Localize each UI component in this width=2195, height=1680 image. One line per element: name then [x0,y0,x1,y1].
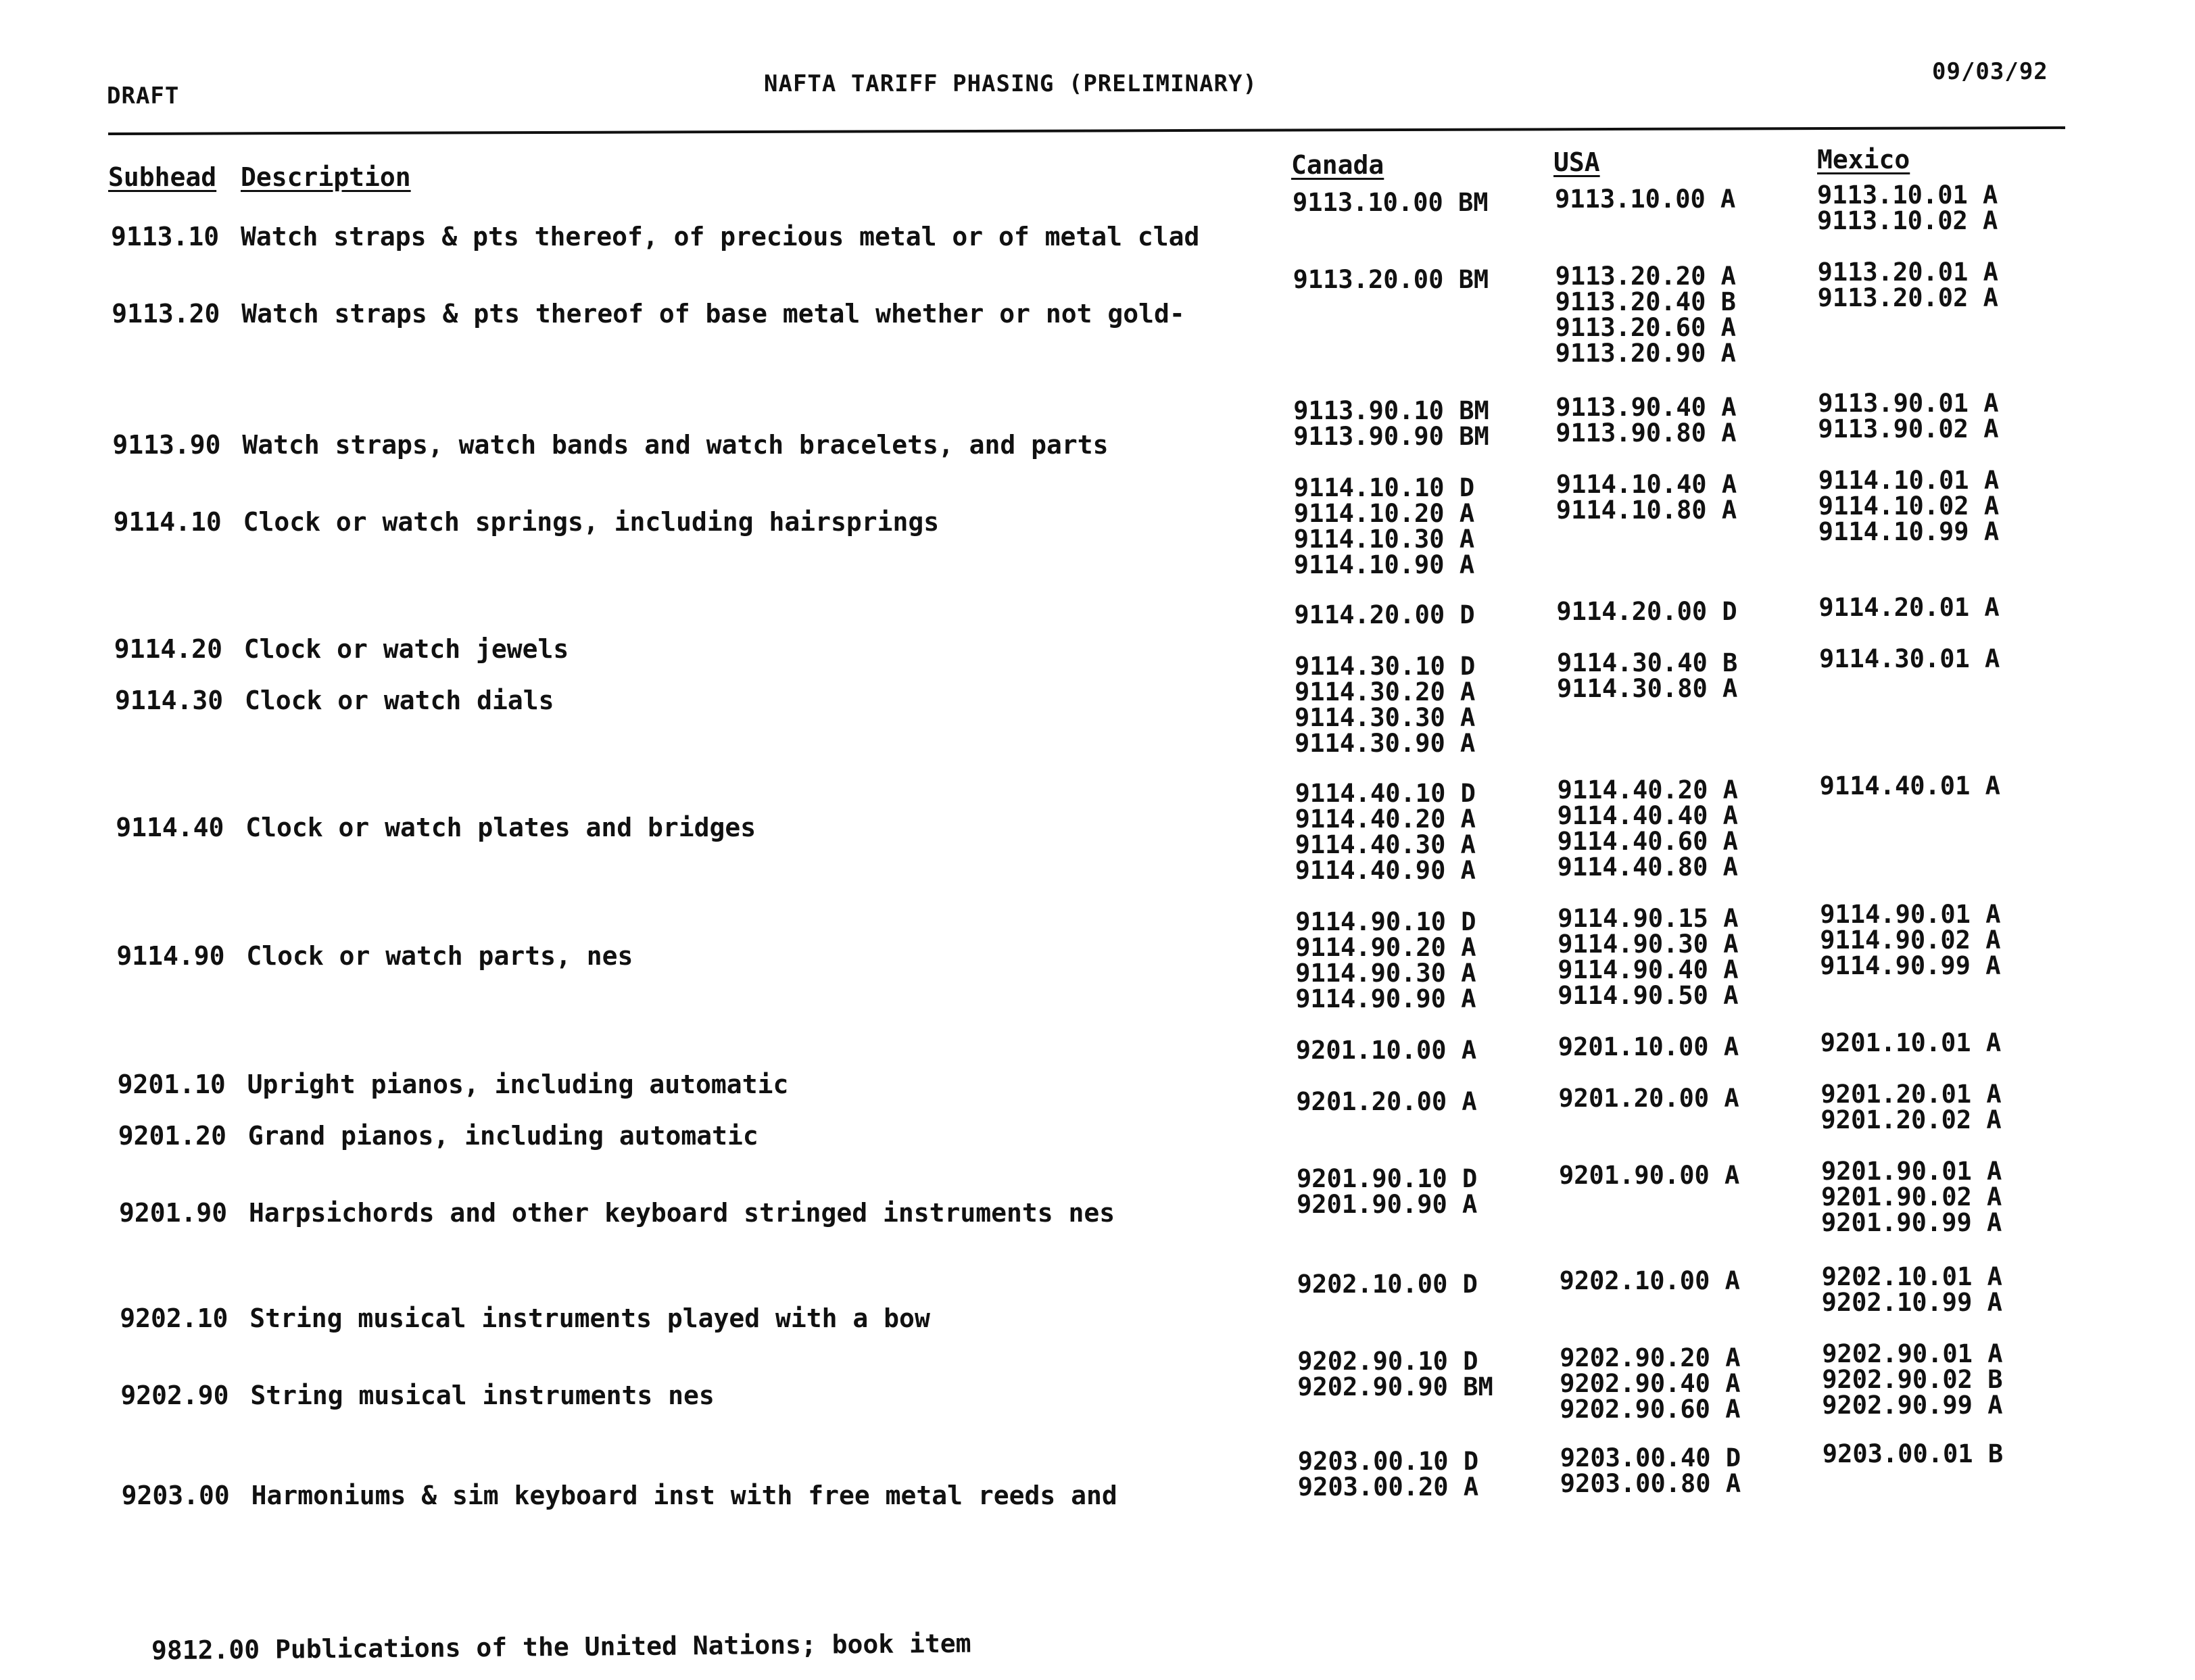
usa-code-line: 9114.20.00 D [1556,597,1737,626]
canada-code-line: 9202.90.90 BM [1297,1372,1493,1401]
description-text: Clock or watch springs, including hairsprings [243,507,940,537]
usa-code-line: 9201.10.00 A [1558,1032,1739,1061]
mexico-code-line: 9202.10.01 A [1821,1262,2002,1291]
mexico-code-line: 9113.10.01 A [1817,181,1998,210]
mexico-codes [1821,1159,2002,1236]
canada-code-line: 9114.40.90 A [1295,856,1476,885]
description-text: Clock or watch plates and bridges [245,813,756,842]
usa-code-line: 9113.20.90 A [1555,339,1736,368]
description-text: Clock or watch jewels [243,634,569,664]
usa-code-line: 9114.10.80 A [1555,496,1737,525]
usa-code-line: 9114.40.20 A [1557,775,1738,805]
mexico-code-line: 9113.20.01 A [1817,258,1998,287]
mexico-code-line: 9201.90.01 A [1821,1157,2002,1186]
canada-code-line: 9114.10.20 A [1293,499,1475,528]
mexico-codes [1820,773,2000,799]
usa-code-line: 9202.90.40 A [1560,1369,1741,1398]
mexico-codes [1818,595,1999,621]
usa-code-line: 9114.30.40 B [1557,648,1738,677]
mexico-code-line: 9113.20.02 A [1817,283,1998,312]
usa-code-line: 9202.90.60 A [1560,1395,1741,1424]
usa-codes [1558,1086,1739,1111]
usa-codes [1559,1163,1739,1189]
mexico-codes [1822,1264,2002,1316]
mexico-code-line: 9202.90.99 A [1822,1391,2003,1420]
mexico-code-line: 9201.20.01 A [1820,1080,2002,1109]
canada-code-line: 9202.90.10 D [1297,1347,1478,1376]
usa-code-line: 9113.20.60 A [1555,313,1736,342]
mexico-codes [1818,391,1998,442]
usa-codes [1558,906,1738,1009]
description-text: Watch straps, watch bands and watch bracelets, and parts [242,430,1109,460]
usa-code-line: 9203.00.40 D [1560,1443,1741,1472]
canada-code-line: 9202.10.00 D [1297,1270,1478,1299]
mexico-code-line: 9114.10.01 A [1818,466,2000,495]
canada-codes [1293,398,1489,450]
usa-code-line: 9113.20.40 B [1555,287,1736,316]
canada-code-line: 9203.00.10 D [1297,1447,1479,1476]
usa-code-line: 9201.90.00 A [1559,1161,1740,1190]
column-header-subhead: Subhead [108,162,217,192]
document-date: 09/03/92 [1932,58,2048,85]
mexico-codes [1820,1030,2001,1056]
usa-code-line: 9202.90.20 A [1560,1343,1741,1372]
subhead-code: 9113.90 [112,430,221,460]
mexico-code-line: 9113.90.02 A [1818,414,1999,443]
canada-codes [1296,1089,1476,1115]
canada-code-line: 9114.30.10 D [1295,652,1476,681]
canada-code-line: 9201.90.10 D [1297,1164,1478,1193]
usa-codes [1560,1445,1741,1497]
usa-codes [1556,599,1737,625]
description-text: Watch straps & pts thereof of base metal whether or not gold- [241,299,1185,329]
description-text: Upright pianos, including automatic [247,1070,789,1099]
mexico-codes [1818,260,1998,311]
usa-code-line: 9113.20.20 A [1555,262,1736,291]
canada-code-line: 9114.10.90 A [1293,550,1475,579]
canada-codes [1297,1349,1493,1400]
subhead-code: 9114.20 [114,634,222,664]
subhead-code: 9201.10 [117,1070,226,1099]
column-header-usa: USA [1553,147,1600,177]
description-text: String musical instruments played with a bow [249,1303,930,1333]
canada-codes [1296,1038,1476,1063]
canada-code-line: 9114.90.20 A [1295,933,1476,962]
description-text: Clock or watch parts, nes [246,941,633,971]
usa-code-line: 9114.40.60 A [1557,827,1738,856]
mexico-code-line: 9113.90.01 A [1818,389,1999,418]
usa-codes [1560,1345,1740,1422]
usa-codes [1556,472,1737,523]
header-rule [108,126,2065,135]
mexico-code-line: 9114.90.99 A [1820,951,2001,980]
subhead-code: 9114.30 [115,686,224,715]
mexico-code-line: 9201.90.02 A [1821,1182,2002,1211]
subhead-code: 9113.10 [111,222,220,251]
mexico-code-line: 9201.20.02 A [1820,1105,2002,1134]
canada-code-line: 9114.90.90 A [1295,984,1476,1013]
usa-codes [1555,395,1736,446]
usa-codes [1555,264,1736,366]
mexico-code-line: 9202.90.02 B [1822,1365,2003,1394]
subhead-code: 9202.90 [120,1381,229,1410]
canada-code-line: 9203.00.20 A [1297,1472,1479,1502]
subhead-code: 9114.90 [116,941,225,971]
mexico-codes [1823,1441,2003,1467]
subhead-code: 9201.90 [119,1198,228,1228]
footer-line: 9812.00 Publications of the United Nations; book item [151,1628,971,1666]
mexico-codes [1819,646,2000,672]
usa-code-line: 9114.30.80 A [1557,674,1738,703]
description-text: Grand pianos, including automatic [247,1121,758,1151]
mexico-code-line: 9114.90.01 A [1820,900,2001,929]
mexico-code-line: 9114.40.01 A [1819,771,2000,800]
usa-code-line: 9114.40.80 A [1557,853,1738,882]
mexico-code-line: 9203.00.01 B [1822,1439,2004,1468]
canada-codes [1297,1272,1478,1297]
draft-label: DRAFT [107,82,180,110]
canada-code-line: 9114.40.20 A [1295,805,1476,834]
subhead-code: 9114.10 [113,507,222,537]
usa-codes [1558,777,1738,880]
canada-code-line: 9114.30.30 A [1295,703,1476,732]
usa-codes [1558,1034,1739,1060]
canada-codes [1295,909,1476,1012]
canada-code-line: 9201.20.00 A [1296,1087,1477,1116]
mexico-codes [1822,1341,2002,1418]
usa-code-line: 9114.90.15 A [1558,904,1739,933]
subhead-code: 9201.20 [118,1121,226,1151]
mexico-code-line: 9114.10.99 A [1818,517,2000,546]
usa-code-line: 9114.90.30 A [1558,930,1739,959]
document-title: NAFTA TARIFF PHASING (PRELIMINARY) [764,70,1257,97]
canada-codes [1293,190,1489,216]
canada-code-line: 9113.90.10 BM [1293,396,1489,425]
canada-code-line: 9114.90.10 D [1295,907,1476,936]
canada-code-line: 9113.90.90 BM [1293,422,1489,451]
usa-codes [1557,650,1737,702]
usa-code-line: 9114.90.40 A [1558,955,1739,984]
canada-code-line: 9114.10.30 A [1293,525,1475,554]
subhead-code: 9114.40 [116,813,224,842]
description-text: Clock or watch dials [245,686,554,715]
mexico-codes [1817,183,1998,234]
mexico-code-line: 9113.10.02 A [1817,206,1998,235]
description-text: String musical instruments nes [250,1381,715,1410]
canada-code-line: 9113.20.00 BM [1293,265,1489,294]
mexico-code-line: 9114.90.02 A [1820,926,2001,955]
mexico-code-line: 9114.30.01 A [1819,644,2000,673]
mexico-code-line: 9114.10.02 A [1818,491,2000,521]
canada-codes [1294,475,1474,578]
usa-code-line: 9113.90.40 A [1555,393,1737,422]
mexico-codes [1820,1082,2001,1133]
usa-code-line: 9201.20.00 A [1558,1084,1739,1113]
column-header-canada: Canada [1291,150,1384,180]
usa-code-line: 9113.10.00 A [1555,185,1736,214]
canada-code-line: 9114.90.30 A [1295,959,1476,988]
canada-code-line: 9114.40.10 D [1295,779,1476,808]
usa-code-line: 9114.40.40 A [1557,801,1738,830]
mexico-codes [1818,468,1999,545]
usa-codes [1555,187,1735,212]
usa-code-line: 9114.10.40 A [1555,470,1737,499]
mexico-code-line: 9201.90.99 A [1821,1208,2002,1237]
usa-code-line: 9202.10.00 A [1559,1266,1740,1295]
canada-code-line: 9114.30.20 A [1295,677,1476,706]
canada-code-line: 9114.40.30 A [1295,830,1476,859]
usa-code-line: 9114.90.50 A [1558,981,1739,1010]
canada-codes [1295,654,1475,757]
canada-codes [1295,781,1476,884]
usa-code-line: 9203.00.80 A [1560,1469,1741,1498]
description-text: Watch straps & pts thereof, of precious metal or of metal clad [241,222,1200,251]
canada-code-line: 9201.90.90 A [1297,1190,1478,1219]
mexico-code-line: 9201.10.01 A [1820,1028,2002,1057]
canada-code-line: 9114.10.10 D [1293,473,1475,502]
mexico-code-line: 9114.20.01 A [1818,593,2000,622]
subhead-code: 9113.20 [112,299,220,329]
usa-codes [1560,1268,1740,1294]
mexico-code-line: 9202.90.01 A [1822,1339,2003,1368]
mexico-code-line: 9202.10.99 A [1821,1288,2002,1317]
canada-codes [1297,1166,1477,1218]
column-header-mexico: Mexico [1817,145,1910,174]
canada-codes [1298,1449,1478,1500]
column-header-description: Description [241,162,411,192]
canada-codes [1293,267,1489,293]
mexico-codes [1820,902,2000,979]
canada-codes [1294,602,1474,628]
subhead-code: 9203.00 [121,1481,230,1510]
subhead-code: 9202.10 [120,1303,228,1333]
usa-code-line: 9113.90.80 A [1555,418,1737,448]
description-text: Harpsichords and other keyboard stringed instruments nes [249,1198,1115,1228]
canada-code-line: 9114.20.00 D [1294,600,1475,629]
canada-code-line: 9201.10.00 A [1295,1036,1477,1065]
canada-code-line: 9114.30.90 A [1295,729,1476,758]
canada-code-line: 9113.10.00 BM [1293,188,1489,217]
description-text: Harmoniums & sim keyboard inst with free metal reeds and [251,1481,1117,1510]
